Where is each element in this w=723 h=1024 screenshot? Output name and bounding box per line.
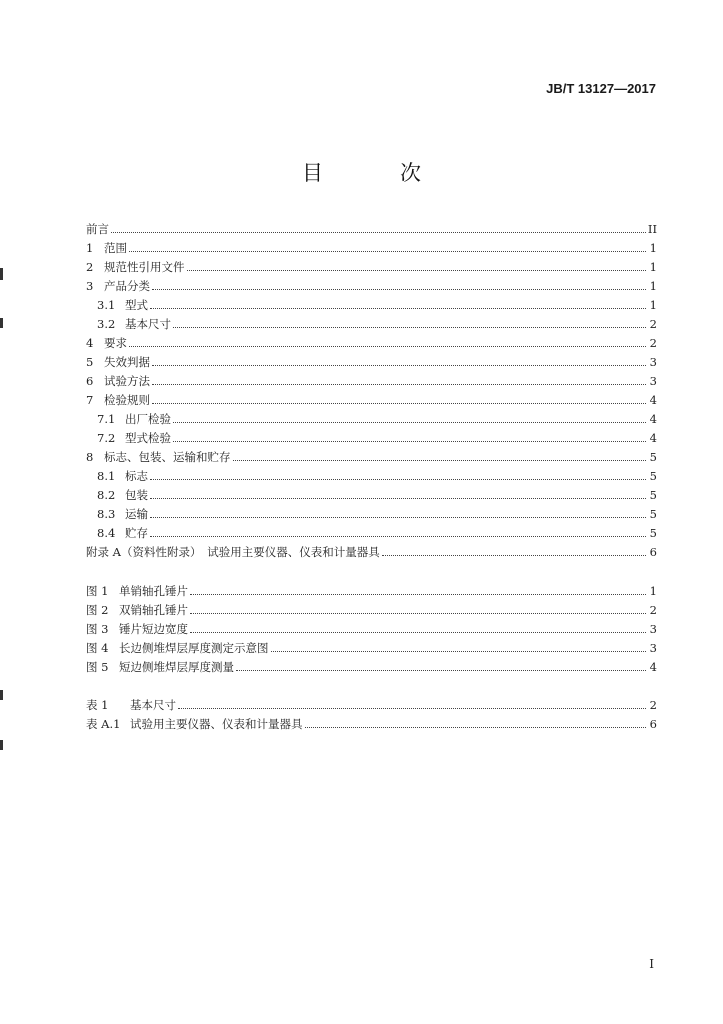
entry-label: 要求 bbox=[104, 336, 127, 350]
entry-page-number: 6 bbox=[649, 717, 657, 731]
figure-entry[interactable] bbox=[0, 620, 723, 638]
toc-entry[interactable] bbox=[0, 391, 723, 409]
entry-page-number: II bbox=[647, 222, 657, 236]
entry-label: 锤片短边宽度 bbox=[119, 622, 188, 636]
entry-label: 产品分类 bbox=[104, 279, 150, 293]
entry-label: 附录 A（资料性附录） 试验用主要仪器、仪表和计量器具 bbox=[86, 545, 380, 559]
entry-label: 标志、包装、运输和贮存 bbox=[104, 450, 231, 464]
entry-page-number: 2 bbox=[649, 698, 657, 712]
entry-page-number: 4 bbox=[649, 393, 657, 407]
entry-page-number: 6 bbox=[649, 545, 657, 559]
entry-page-number: 1 bbox=[649, 584, 657, 598]
toc-entry[interactable] bbox=[0, 220, 723, 238]
entry-page-number: 5 bbox=[649, 507, 657, 521]
entry-label: 长边侧堆焊层厚度测定示意图 bbox=[119, 641, 269, 655]
entry-number: 7 bbox=[86, 393, 94, 407]
scan-mark bbox=[0, 740, 3, 750]
entry-number: 3.2 bbox=[97, 317, 116, 331]
dot-leader bbox=[173, 440, 646, 442]
scan-mark bbox=[0, 268, 3, 280]
toc-entry[interactable] bbox=[0, 315, 723, 333]
entry-page-number: 3 bbox=[649, 374, 657, 388]
dot-leader bbox=[111, 231, 646, 233]
page-title: 目 次 bbox=[302, 161, 449, 185]
dot-leader bbox=[382, 554, 646, 556]
dot-leader bbox=[187, 269, 647, 271]
entry-page-number: 2 bbox=[649, 603, 657, 617]
entry-label: 型式 bbox=[125, 298, 148, 312]
page-number: I bbox=[649, 957, 654, 971]
entry-number: 7.2 bbox=[97, 431, 116, 445]
entry-number: 4 bbox=[86, 336, 94, 350]
entry-label: 包装 bbox=[125, 488, 148, 502]
dot-leader bbox=[150, 516, 646, 518]
entry-number: 表 A.1 bbox=[86, 717, 121, 731]
entry-label: 检验规则 bbox=[104, 393, 150, 407]
entry-number: 图 1 bbox=[86, 584, 109, 598]
dot-leader bbox=[271, 650, 647, 652]
entry-page-number: 5 bbox=[649, 526, 657, 540]
toc-entry[interactable] bbox=[0, 372, 723, 390]
figure-entry[interactable] bbox=[0, 658, 723, 676]
entry-page-number: 1 bbox=[649, 260, 657, 274]
entry-label: 型式检验 bbox=[125, 431, 171, 445]
toc-entry[interactable] bbox=[0, 505, 723, 523]
entry-page-number: 1 bbox=[649, 279, 657, 293]
dot-leader bbox=[129, 250, 646, 252]
entry-label: 范围 bbox=[104, 241, 127, 255]
table-entry[interactable] bbox=[0, 715, 723, 733]
entry-page-number: 4 bbox=[649, 660, 657, 674]
toc-entry[interactable] bbox=[0, 239, 723, 257]
entry-page-number: 3 bbox=[649, 641, 657, 655]
dot-leader bbox=[173, 421, 646, 423]
toc-entry[interactable] bbox=[0, 334, 723, 352]
figure-entry[interactable] bbox=[0, 639, 723, 657]
toc-entry[interactable] bbox=[0, 524, 723, 542]
entry-number: 8.2 bbox=[97, 488, 116, 502]
entry-number: 3 bbox=[86, 279, 94, 293]
scan-mark bbox=[0, 690, 3, 700]
entry-number: 图 5 bbox=[86, 660, 109, 674]
dot-leader bbox=[173, 326, 646, 328]
entry-label: 基本尺寸 bbox=[130, 698, 176, 712]
entry-number: 6 bbox=[86, 374, 94, 388]
entry-page-number: 4 bbox=[649, 431, 657, 445]
standard-code: JB/T 13127—2017 bbox=[546, 81, 656, 96]
entry-number: 8.4 bbox=[97, 526, 116, 540]
entry-label: 双销轴孔锤片 bbox=[119, 603, 188, 617]
entry-number: 7.1 bbox=[97, 412, 116, 426]
toc-entry[interactable] bbox=[0, 543, 723, 561]
dot-leader bbox=[152, 364, 646, 366]
entry-number: 图 2 bbox=[86, 603, 109, 617]
entry-number: 8 bbox=[86, 450, 94, 464]
dot-leader bbox=[150, 478, 646, 480]
entry-page-number: 3 bbox=[649, 622, 657, 636]
entry-page-number: 2 bbox=[649, 336, 657, 350]
toc-entry[interactable] bbox=[0, 467, 723, 485]
scan-mark bbox=[0, 318, 3, 328]
entry-number: 2 bbox=[86, 260, 94, 274]
toc-entry[interactable] bbox=[0, 353, 723, 371]
entry-label: 试验方法 bbox=[104, 374, 150, 388]
toc-entry[interactable] bbox=[0, 448, 723, 466]
entry-label: 规范性引用文件 bbox=[104, 260, 185, 274]
entry-number: 表 1 bbox=[86, 698, 109, 712]
toc-entry[interactable] bbox=[0, 410, 723, 428]
entry-number: 3.1 bbox=[97, 298, 116, 312]
entry-label: 标志 bbox=[125, 469, 148, 483]
figure-entry[interactable] bbox=[0, 582, 723, 600]
entry-page-number: 1 bbox=[649, 298, 657, 312]
entry-page-number: 4 bbox=[649, 412, 657, 426]
entry-label: 基本尺寸 bbox=[125, 317, 171, 331]
dot-leader bbox=[236, 669, 646, 671]
toc-entry[interactable] bbox=[0, 429, 723, 447]
dot-leader bbox=[190, 593, 646, 595]
entry-label: 运输 bbox=[125, 507, 148, 521]
entry-number: 图 4 bbox=[86, 641, 109, 655]
entry-label: 贮存 bbox=[125, 526, 148, 540]
entry-label: 单销轴孔锤片 bbox=[119, 584, 188, 598]
dot-leader bbox=[305, 726, 647, 728]
dot-leader bbox=[152, 288, 646, 290]
entry-page-number: 3 bbox=[649, 355, 657, 369]
entry-label: 前言 bbox=[86, 222, 109, 236]
dot-leader bbox=[150, 497, 646, 499]
entry-label: 短边侧堆焊层厚度测量 bbox=[119, 660, 234, 674]
toc-entry[interactable] bbox=[0, 296, 723, 314]
entry-number: 1 bbox=[86, 241, 94, 255]
entry-page-number: 5 bbox=[649, 488, 657, 502]
dot-leader bbox=[129, 345, 646, 347]
entry-number: 8.3 bbox=[97, 507, 116, 521]
entry-label: 试验用主要仪器、仪表和计量器具 bbox=[130, 717, 303, 731]
entry-page-number: 2 bbox=[649, 317, 657, 331]
dot-leader bbox=[150, 307, 646, 309]
entry-page-number: 1 bbox=[649, 241, 657, 255]
dot-leader bbox=[233, 459, 647, 461]
entry-page-number: 5 bbox=[649, 450, 657, 464]
dot-leader bbox=[152, 383, 646, 385]
dot-leader bbox=[178, 707, 646, 709]
entry-page-number: 5 bbox=[649, 469, 657, 483]
entry-number: 5 bbox=[86, 355, 94, 369]
figure-entry[interactable] bbox=[0, 601, 723, 619]
dot-leader bbox=[190, 631, 646, 633]
table-entry[interactable] bbox=[0, 696, 723, 714]
entry-number: 图 3 bbox=[86, 622, 109, 636]
entry-number: 8.1 bbox=[97, 469, 116, 483]
toc-entry[interactable] bbox=[0, 277, 723, 295]
dot-leader bbox=[152, 402, 646, 404]
entry-label: 失效判据 bbox=[104, 355, 150, 369]
toc-entry[interactable] bbox=[0, 486, 723, 504]
dot-leader bbox=[190, 612, 646, 614]
entry-label: 出厂检验 bbox=[125, 412, 171, 426]
toc-entry[interactable] bbox=[0, 258, 723, 276]
dot-leader bbox=[150, 535, 646, 537]
